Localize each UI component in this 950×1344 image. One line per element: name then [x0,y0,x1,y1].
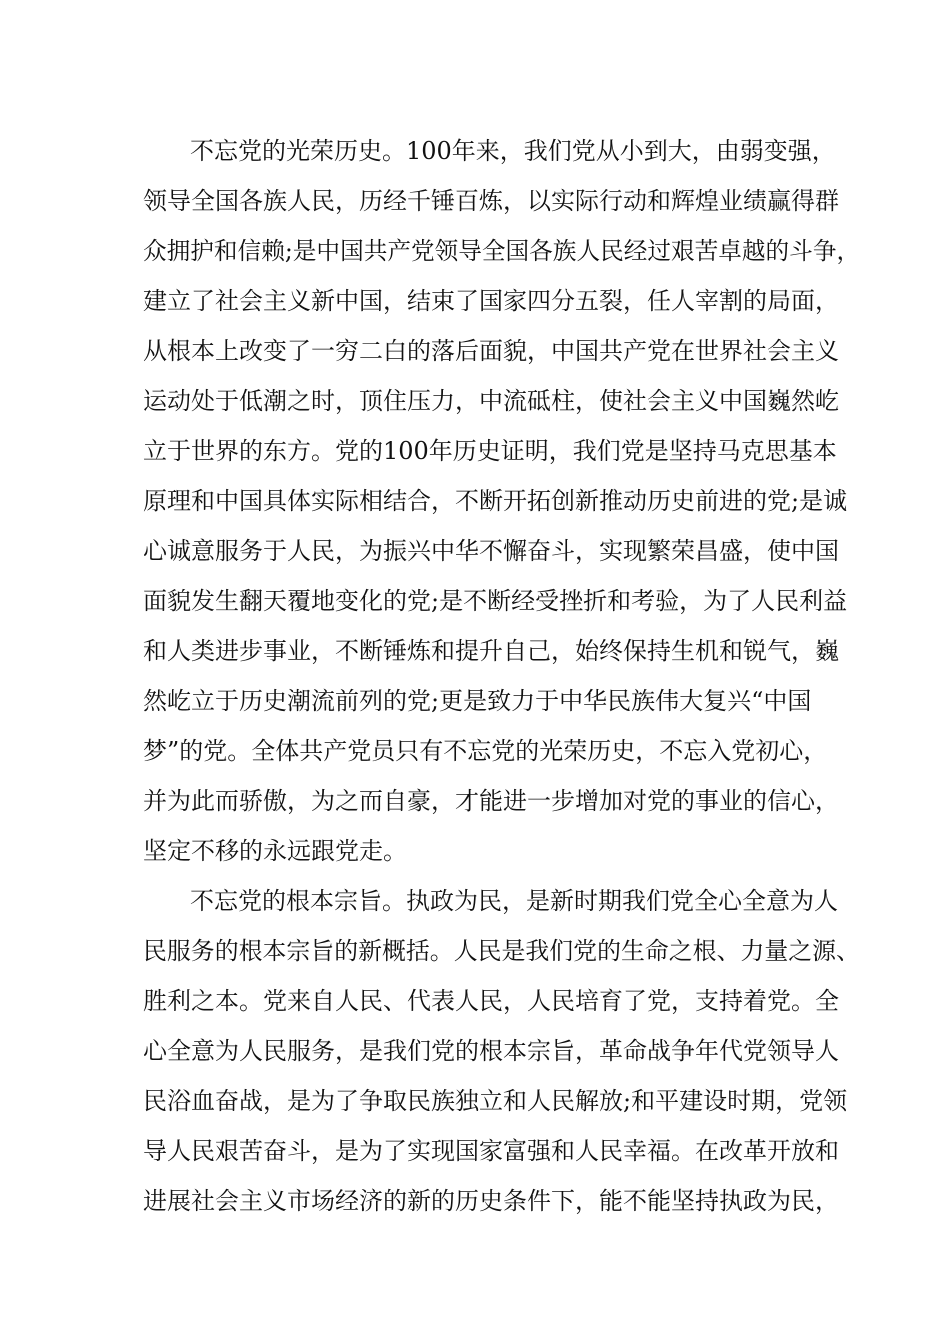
text-line: 原理和中国具体实际相结合，不断开拓创新推动历史前进的党;是诚 [143,487,848,515]
text-line: 不忘党的根本宗旨。执政为民，是新时期我们党全心全意为人 [190,887,838,915]
text-line: 进展社会主义市场经济的新的历史条件下，能不能坚持执政为民， [143,1187,839,1215]
text-line: 运动处于低潮之时，顶住压力，中流砥柱，使社会主义中国巍然屹 [143,387,839,415]
text-line: 民服务的根本宗旨的新概括。人民是我们党的生命之根、力量之源、 [143,937,860,965]
text-line: 胜利之本。党来自人民、代表人民，人民培育了党，支持着党。全 [143,987,839,1015]
text-line: 面貌发生翻天覆地变化的党;是不断经受挫折和考验，为了人民利益 [143,587,848,615]
text-line: 领导全国各族人民，历经千锤百炼，以实际行动和辉煌业绩赢得群 [143,187,839,215]
text-line: 坚定不移的永远跟党走。 [143,837,407,865]
text-line: 立于世界的东方。党的100年历史证明，我们党是坚持马克思基本 [143,437,837,465]
text-line: 梦”的党。全体共产党员只有不忘党的光荣历史，不忘入党初心， [143,737,828,765]
text-line: 建立了社会主义新中国，结束了国家四分五裂，任人宰割的局面， [143,287,839,315]
text-line: 然屹立于历史潮流前列的党;更是致力于中华民族伟大复兴“中国 [143,687,812,715]
text-line: 导人民艰苦奋斗，是为了实现国家富强和人民幸福。在改革开放和 [143,1137,839,1165]
text-line: 并为此而骄傲，为之而自豪，才能进一步增加对党的事业的信心， [143,787,839,815]
text-line: 民浴血奋战，是为了争取民族独立和人民解放;和平建设时期，党领 [143,1087,848,1115]
text-line: 心全意为人民服务，是我们党的根本宗旨，革命战争年代党领导人 [143,1037,839,1065]
text-line: 心诚意服务于人民，为振兴中华不懈奋斗，实现繁荣昌盛，使中国 [143,537,839,565]
text-line: 不忘党的光荣历史。100年来，我们党从小到大，由弱变强， [190,137,836,165]
text-line: 和人类进步事业，不断锤炼和提升自己，始终保持生机和锐气，巍 [143,637,839,665]
text-line: 从根本上改变了一穷二白的落后面貌，中国共产党在世界社会主义 [143,337,839,365]
text-line: 众拥护和信赖;是中国共产党领导全国各族人民经过艰苦卓越的斗争， [143,237,861,265]
